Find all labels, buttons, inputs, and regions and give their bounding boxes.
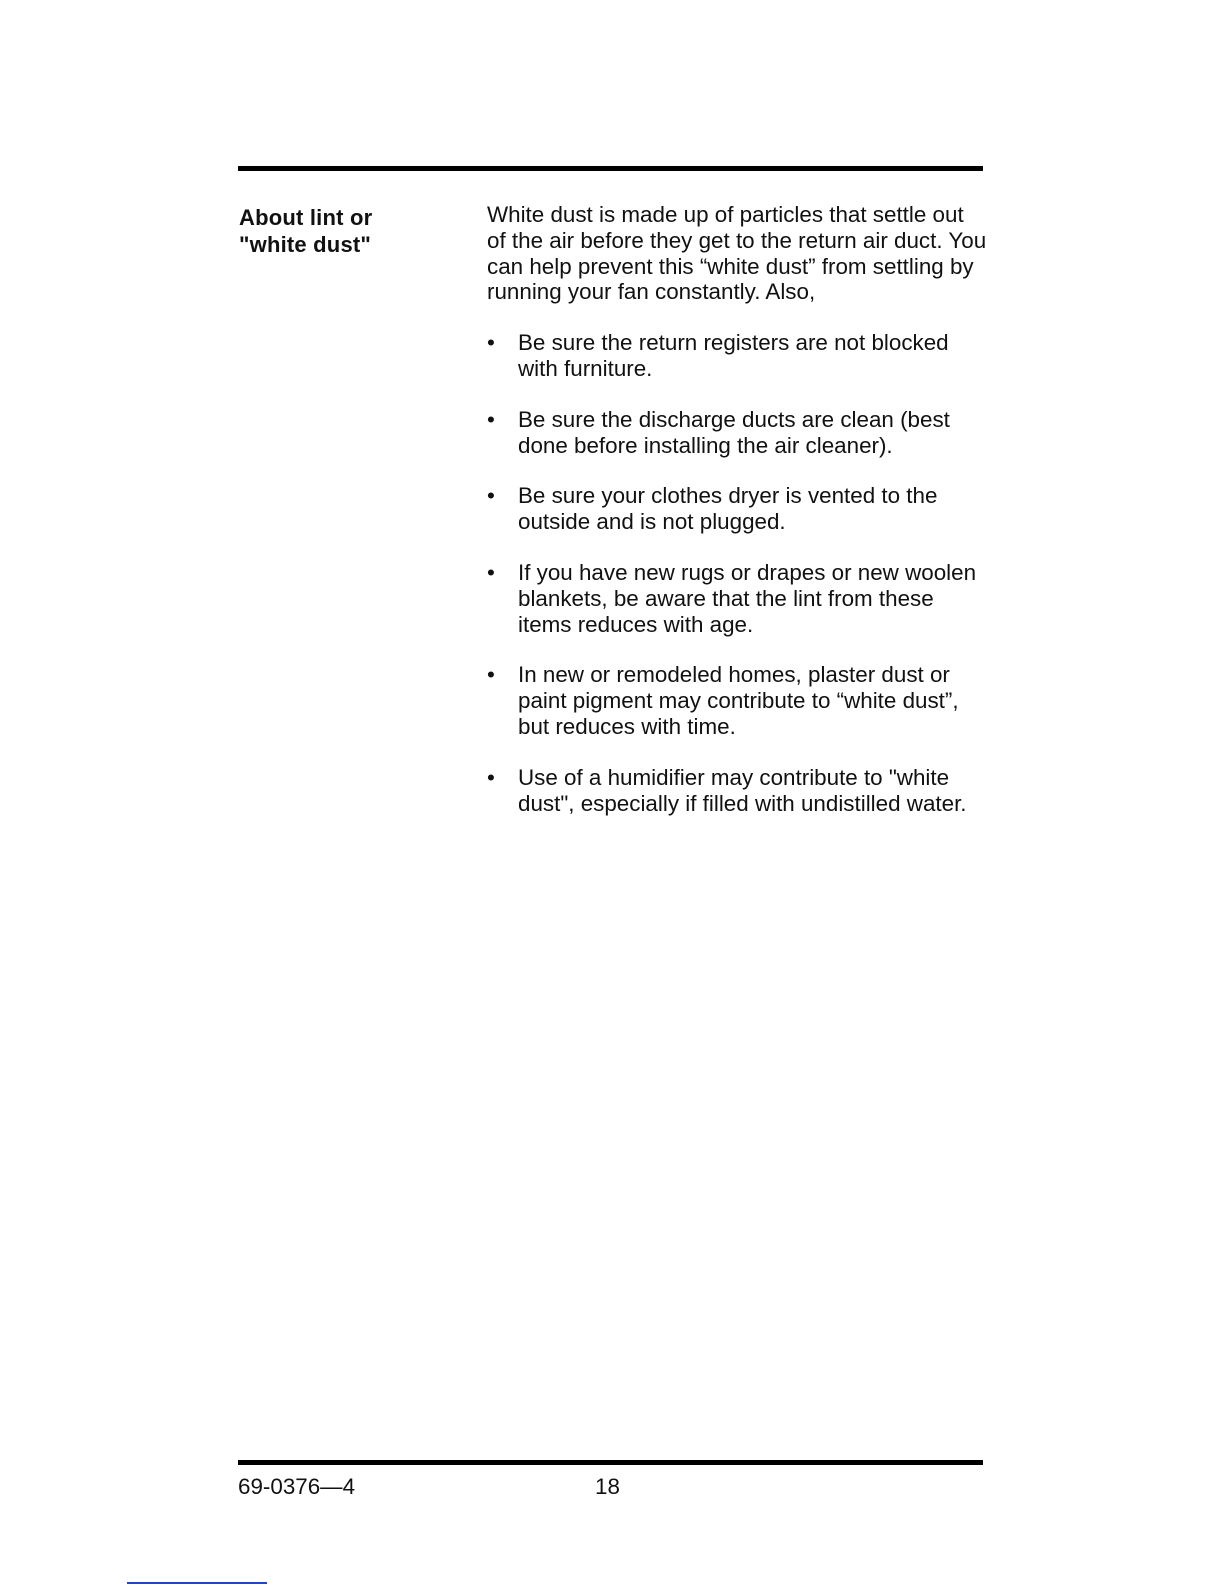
list-item-text: In new or remodeled homes, plaster dust or paint pigment may contribute to “white dust”, but reduces with time.	[518, 662, 959, 739]
intro-paragraph: White dust is made up of particles that settle out of the air before they get to the return air duct. You can help prevent this “white dust” from settling by running your fan constantly. Also,	[487, 202, 987, 305]
list-item-text: If you have new rugs or drapes or new woolen blankets, be aware that the lint from these items reduces with age.	[518, 559, 977, 637]
bottom-rule	[238, 1460, 983, 1465]
page-edge-line	[127, 1582, 267, 1584]
bullet-icon: •	[487, 662, 495, 688]
top-rule	[238, 166, 983, 171]
section-heading-line-2: "white dust"	[239, 232, 372, 257]
list-item	[487, 662, 987, 739]
list-item-text: Be sure your clothes dryer is vented to the outside and is not plugged.	[518, 483, 938, 535]
bullet-icon: •	[487, 559, 495, 585]
bullet-icon: •	[487, 483, 495, 509]
tips-list	[487, 330, 987, 816]
list-item	[487, 560, 987, 637]
list-item	[487, 765, 987, 817]
list-item-text: Be sure the discharge ducts are clean (best done before installing the air cleaner).	[518, 406, 950, 458]
page-number: 18	[595, 1474, 620, 1499]
list-item	[487, 407, 987, 459]
list-item-text: Use of a humidifier may contribute to "white dust", especially if filled with undistilled water.	[518, 764, 967, 816]
section-heading-line-1: About lint or	[239, 205, 373, 230]
bullet-icon: •	[487, 330, 495, 356]
section-heading	[239, 204, 439, 258]
section-body	[487, 202, 987, 841]
list-item-text: Be sure the return registers are not blocked with furniture.	[518, 330, 949, 381]
document-number: 69-0376—4	[238, 1474, 356, 1499]
bullet-icon: •	[487, 406, 495, 432]
list-item	[487, 330, 987, 382]
bullet-icon: •	[487, 764, 495, 790]
list-item	[487, 483, 987, 535]
